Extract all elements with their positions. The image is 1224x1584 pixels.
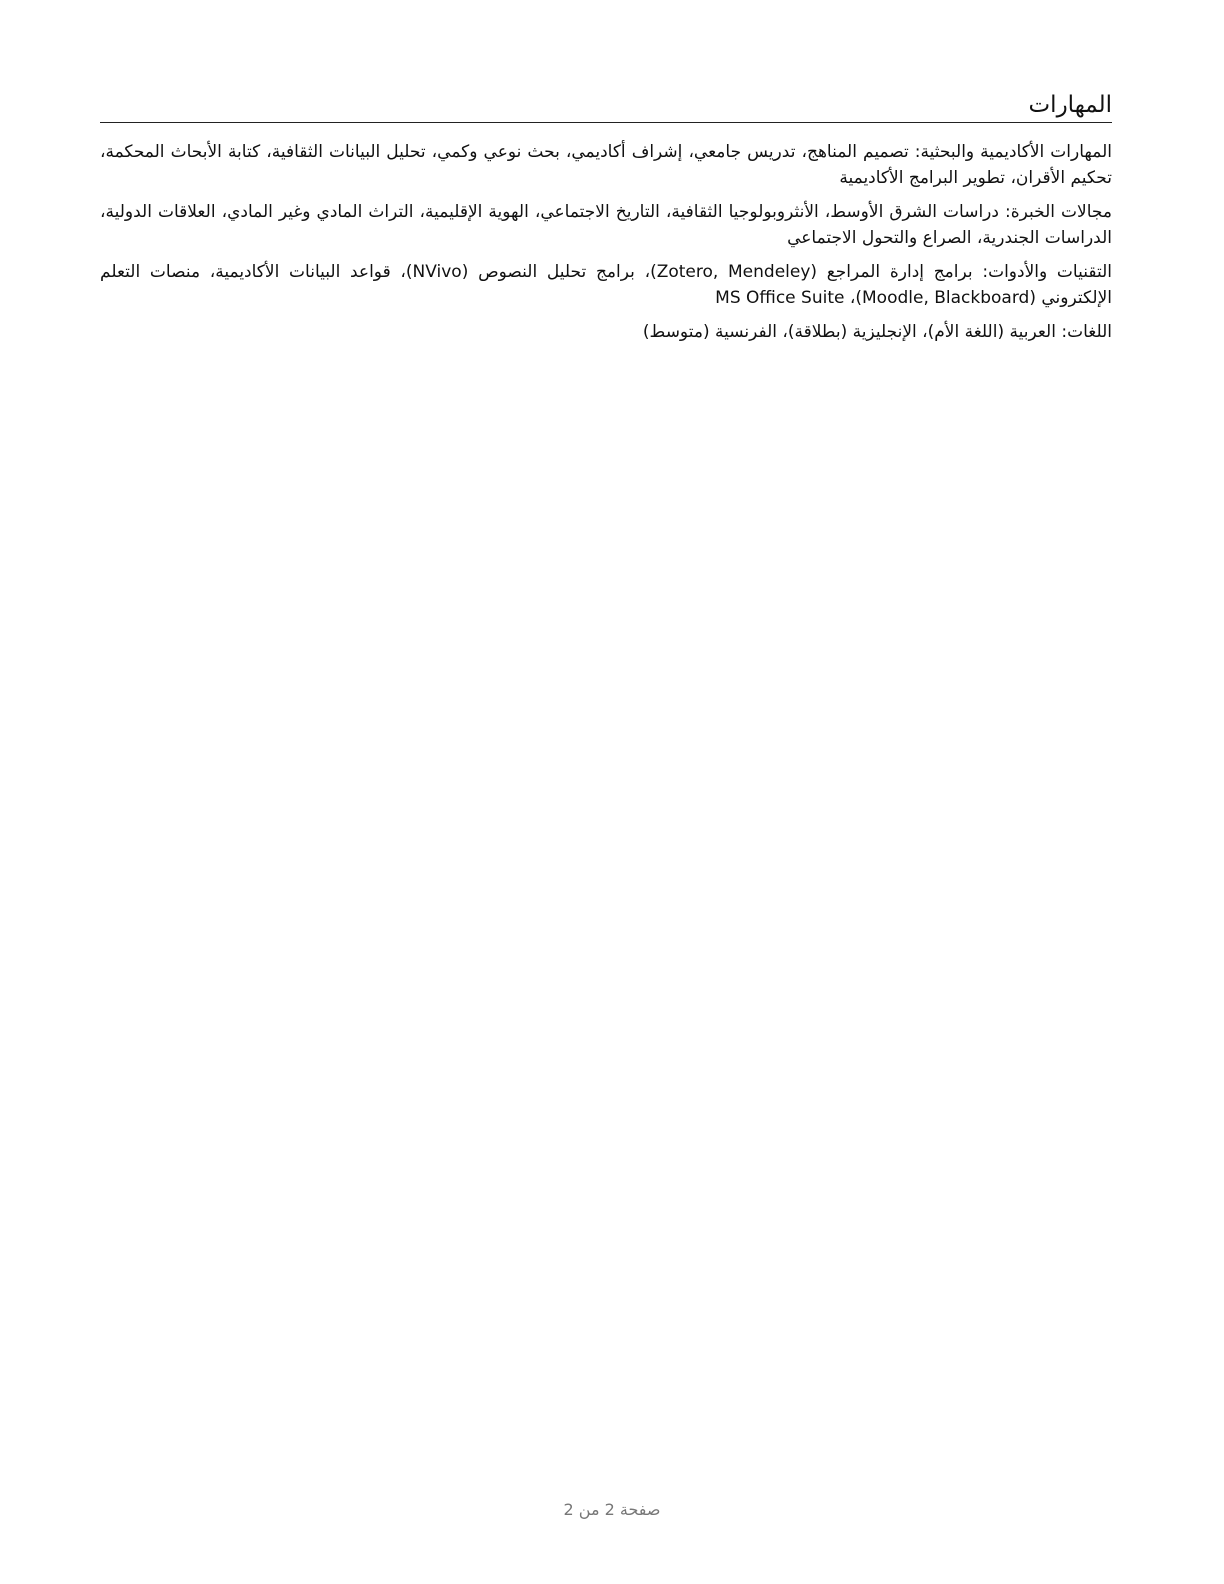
skill-expertise-areas: مجالات الخبرة: دراسات الشرق الأوسط، الأنثروبولوجيا الثقافية، التاريخ الاجتماعي، الهوية الإقليمية، التراث المادي وغير المادي، العلاقات الدولية، الدراسات الجندرية، الصراع والتحول الاجتماعي	[100, 202, 1112, 248]
document-page	[100, 88, 1112, 353]
section-title-skills: المهارات	[100, 88, 1112, 123]
skill-tools: التقنيات والأدوات: برامج إدارة المراجع (Zotero, Mendeley)، برامج تحليل النصوص (NVivo)، قواعد البيانات الأكاديمية، منصات التعلم الإلكتروني (Moodle, Blackboard)، MS Office Suite	[100, 262, 1112, 308]
skills-list	[100, 139, 1112, 345]
skill-academic-research: المهارات الأكاديمية والبحثية: تصميم المناهج، تدريس جامعي، إشراف أكاديمي، بحث نوعي وكمي، تحليل البيانات الثقافية، كتابة الأبحاث المحكمة، تحكيم الأقران، تطوير البرامج الأكاديمية	[100, 142, 1112, 188]
page-number-footer: صفحة 2 من 2	[563, 1500, 661, 1519]
skill-languages: اللغات: العربية (اللغة الأم)، الإنجليزية (بطلاقة)، الفرنسية (متوسط)	[642, 322, 1112, 342]
